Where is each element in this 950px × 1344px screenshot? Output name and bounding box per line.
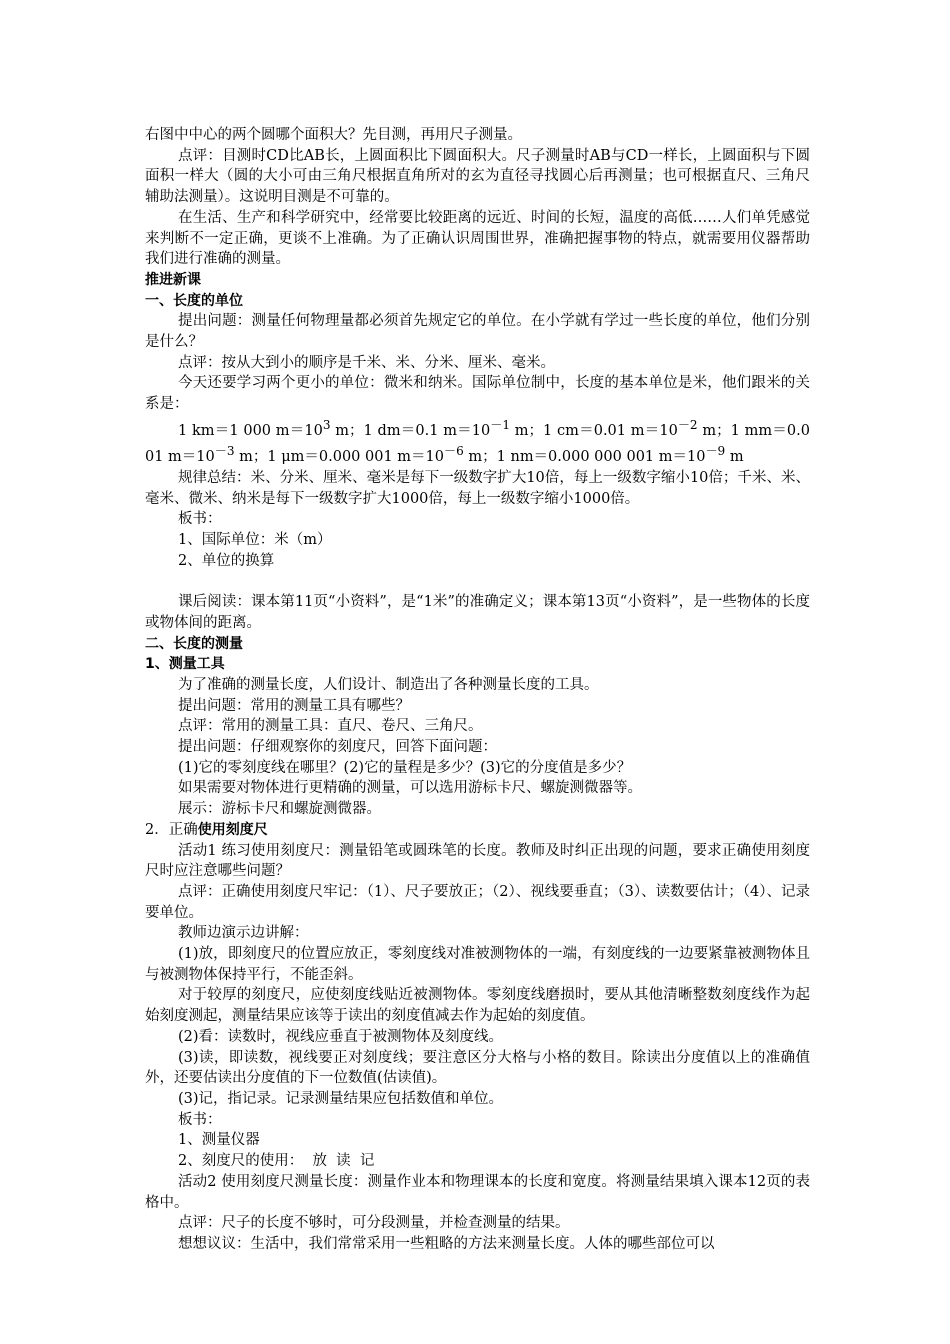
board-item: 1、国际单位：米（m） [178,532,332,549]
formula-exp: －9 [705,444,726,459]
formula-exp: 3 [322,417,331,432]
activity-2: 活动2 使用刻度尺测量长度：测量作业本和物理课本的长度和宽度。将测量结果填入课本12页的表格中。 [145,1173,810,1211]
intro-paragraph: 在生活、生产和科学研究中，经常要比较距离的远近、时间的长短，温度的高低……人们单凭感觉来判断不一定正确，更谈不上准确。为了正确认识周围世界，准确把握事物的特点，就需要用仪器帮助我们进行准确的测量。 [145,209,810,268]
activity-1: 活动1 练习使用刻度尺：测量铅笔或圆珠笔的长度。教师及时纠正出现的问题，要求正确使用刻度尺时应注意哪些问题？ [145,842,810,880]
paragraph: 想想议议：生活中，我们常常采用一些粗略的方法来测量长度。人体的哪些部位可以 [178,1235,715,1252]
paragraph: 点评：尺子的长度不够时，可分段测量，并检查测量的结果。 [178,1215,570,1232]
section-1-today: 今天还要学习两个更小的单位：微米和纳米。国际单位制中，长度的基本单位是米，他们跟米的关系是： [145,375,810,413]
paragraph: (1)放，即刻度尺的位置应放正，零刻度线对准被测物体的一端，有刻度线的一边要紧靠被测物体且与被测物体保持平行，不能歪斜。 [145,946,810,983]
paragraph: (3)记，指记录。记录测量结果应包括数值和单位。 [178,1090,504,1107]
formula-part: 1 km＝1 000 m＝10 [178,422,323,439]
document-page [145,125,810,1255]
unit-conversion-formula [145,415,810,468]
subsection-number: 2．正确 [145,821,198,838]
paragraph: 教师边演示边讲解： [178,925,309,942]
formula-part: m；1 μm＝0.000 001 m＝10 [234,449,445,466]
board-label: 板书： [178,1111,222,1128]
board-item: 1、测量仪器 [178,1132,260,1149]
formula-part: m；1 cm＝0.01 m＝10 [510,422,678,439]
formula-part: m [725,449,744,466]
heading-new-lesson: 推进新课 [145,271,201,288]
section-1-comment: 点评：按从大到小的顺序是千米、米、分米、厘米、毫米。 [178,354,555,371]
board-item: 2、单位的换算 [178,552,275,569]
section-1-title: 一、长度的单位 [145,292,243,309]
after-class-reading: 课后阅读：课本第11页“小资料”，是“1米”的准确定义；课本第13页“小资料”，是一些物体的长度或物体间的距离。 [145,594,810,631]
formula-part: m；1 nm＝0.000 000 001 m＝10 [463,449,706,466]
blank-line [145,571,810,592]
paragraph: (1)它的零刻度线在哪里？(2)它的量程是多少？(3)它的分度值是多少？ [178,759,632,776]
paragraph: 如果需要对物体进行更精确的测量，可以选用游标卡尺、螺旋测微器等。 [178,780,642,797]
subsection-tools-title: 1、测量工具 [145,656,225,673]
paragraph: 展示：游标卡尺和螺旋测微器。 [178,801,381,818]
paragraph: 为了准确的测量长度，人们设计、制造出了各种测量长度的工具。 [178,676,599,693]
paragraph: 提出问题：常用的测量工具有哪些？ [178,697,410,714]
intro-comment: 点评：目测时CD比AB长，上圆面积比下圆面积大。尺子测量时AB与CD一样长，上圆面积与下圆面积一样大（圆的大小可由三角尺根据直角所对的玄为直径寻找圆心后再测量；也可根据直尺、三角尺辅助法测量）。这说明目测是不可靠的。 [145,147,810,206]
intro-question: 右图中中心的两个圆哪个面积大？先目测，再用尺子测量。 [145,127,522,143]
paragraph: (2)看：读数时，视线应垂直于被测物体及刻度线。 [178,1028,504,1045]
board-item: 2、刻度尺的使用： 放 读 记 [178,1153,375,1170]
formula-part: m；1 dm＝0.1 m＝10 [330,422,491,439]
board-label: 板书： [178,511,222,528]
formula-part: m；1 mm＝0.0 01 m＝10 [145,422,810,466]
formula-exp: －6 [444,444,464,459]
paragraph: (3)读，即读数，视线要正对刻度线；要注意区分大格与小格的数目。除读出分度值以上的准确值外，还要估读出分度值的下一位数值(估读值)。 [145,1049,810,1087]
formula-exp: －1 [490,417,511,432]
rule-summary: 规律总结：米、分米、厘米、毫米是每下一级数字扩大10倍，每上一级数字缩小10倍；千米、米、毫米、微米、纳米是每下一级数字扩大1000倍，每上一级数字缩小1000倍。 [145,469,810,507]
formula-exp: －3 [214,444,235,459]
section-2-title: 二、长度的测量 [145,635,243,652]
formula-exp: －2 [677,417,698,432]
section-1-question: 提出问题：测量任何物理量都必须首先规定它的单位。在小学就有学过一些长度的单位，他们分别是什么？ [145,313,810,351]
subsection-ruler-title [145,820,810,841]
paragraph: 点评：常用的测量工具：直尺、卷尺、三角尺。 [178,718,483,735]
paragraph: 提出问题：仔细观察你的刻度尺，回答下面问题： [178,739,497,756]
subsection-text: 使用刻度尺 [197,821,268,838]
paragraph: 对于较厚的刻度尺，应使刻度线贴近被测物体。零刻度线磨损时，要从其他清晰整数刻度线作为起始刻度测起，测量结果应该等于读出的刻度值减去作为起始的刻度值。 [145,987,810,1025]
paragraph: 点评：正确使用刻度尺牢记：（1）、尺子要放正；（2）、视线要垂直；（3）、读数要估计；（4）、记录要单位。 [145,883,810,921]
